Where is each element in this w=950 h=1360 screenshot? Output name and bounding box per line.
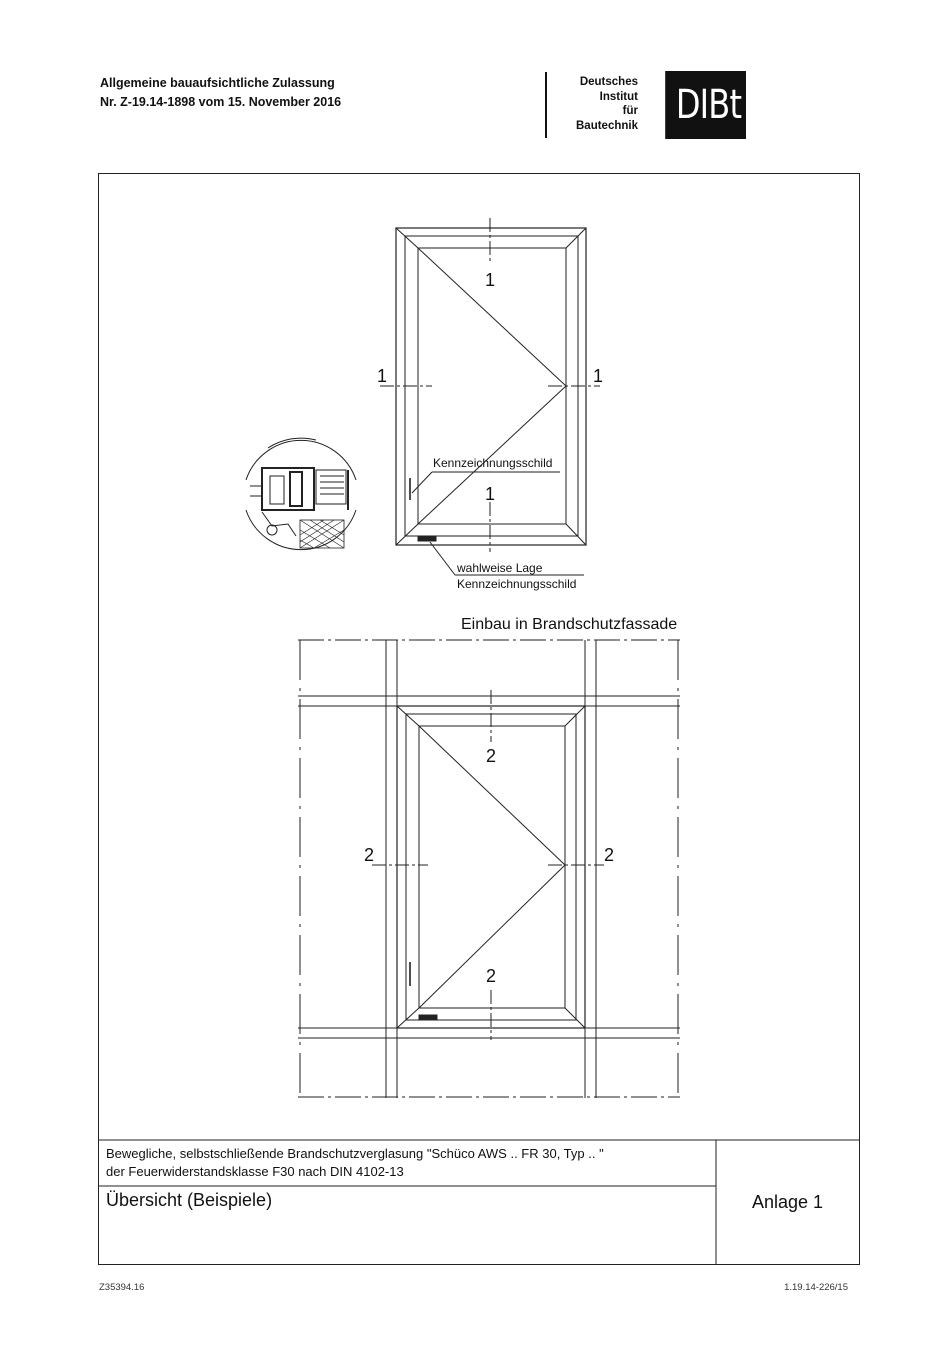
drawing-title: Übersicht (Beispiele) [106, 1190, 273, 1210]
section-label: 1 [485, 270, 496, 290]
sign-label: Kennzeichnungsschild [433, 456, 553, 470]
option-label-2: Kennzeichnungsschild [457, 577, 577, 591]
title-block-description [106, 1145, 604, 1181]
institute-name-line: Institut [599, 90, 638, 103]
institute-name-line: Bautechnik [576, 119, 638, 132]
section-label: 1 [485, 484, 496, 504]
description-line-1: Bewegliche, selbstschließende Brandschutzverglasung "Schüco AWS .. FR 30, Typ .. " [106, 1146, 604, 1161]
reference-number: 1.19.14-226/15 [784, 1282, 848, 1293]
institute-name-line: für [622, 105, 638, 117]
institute-name-line: Deutsches [579, 76, 638, 88]
section-label: 2 [364, 845, 375, 865]
facade-elevation [298, 640, 680, 1098]
document-code: Z35394.16 [99, 1282, 145, 1293]
section-label: 2 [486, 746, 497, 766]
section-title: Einbau in Brandschutzfassade [461, 616, 678, 633]
dibt-logo: DIBt [665, 71, 746, 139]
section-label: 2 [604, 845, 615, 865]
header-line-1: Allgemeine bauaufsichtliche Zulassung [100, 76, 335, 90]
description-line-2: der Feuerwiderstandsklasse F30 nach DIN 4102-13 [106, 1164, 404, 1179]
section-label: 1 [377, 366, 388, 386]
annex-number: Anlage 1 [752, 1192, 824, 1212]
section-label: 1 [593, 366, 604, 386]
header-line-2: Nr. Z-19.14-1898 vom 15. November 2016 [100, 95, 342, 109]
section-label: 2 [486, 966, 497, 986]
profile-detail-section [246, 438, 356, 549]
option-label-1: wahlweise Lage [457, 561, 543, 575]
